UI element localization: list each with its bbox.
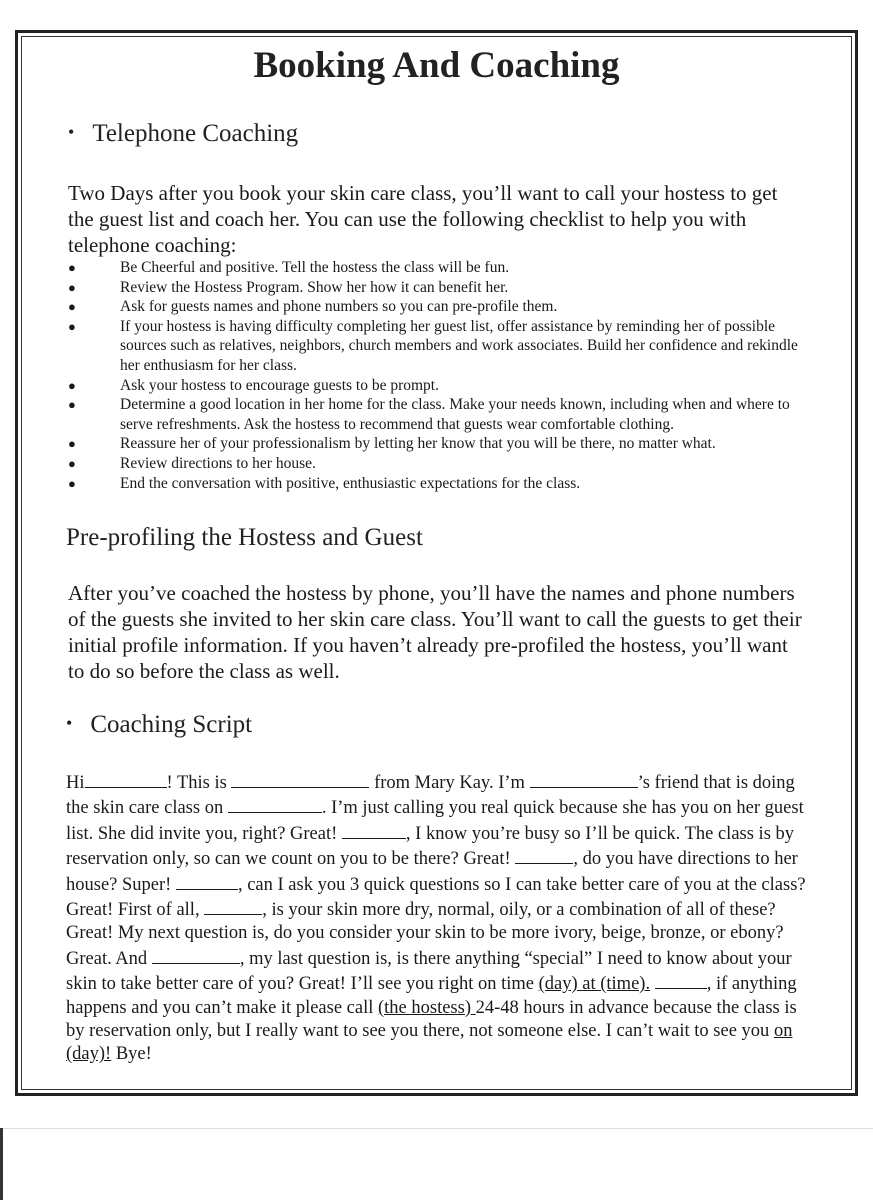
- blank-line: [515, 846, 573, 864]
- blank-line: [204, 897, 262, 915]
- bullet-icon: ●: [68, 397, 76, 413]
- blank-line: [530, 770, 638, 788]
- underlined-placeholder: (day) at (time).: [538, 974, 651, 995]
- bullet-icon: ●: [68, 299, 76, 315]
- coaching-script: Hi ! This is from Mary Kay. I’m ’s friend that is doing the skin care class on . I’m just calling you real quick because she has you on her guest list. She did invite you, right? Great! , I know you’re busy so I’ll be quick. The class is by reservation only, so can we count on you to be there? Great! , do you have directions to her house? Super! , can I ask you 3 quick questions so I can take better care of you at the class? Great! First of all, , is your skin more dry, normal, oily, or a combination of all of these? Great! My next question is, do you consider your skin to be more ivory, beige, bronze, or ebony? Great. And , my last question is, is there anything “special” I need to know about your skin to take better care of you? Great! I’ll see you right on time (day) at (time). , if anything happens and you can’t make it please call (the hostess) 24-48 hours in advance because the class is by reservation only, but I really want to see you there, not someone else. I can’t wait to see you on (day)! Bye!: [66, 770, 806, 1067]
- page-title: Booking And Coaching: [253, 45, 620, 86]
- bullet-icon: •: [68, 122, 75, 142]
- section-heading-script: [66, 711, 252, 739]
- list-item: ● Reassure her of your professionalism by letting her know that you will be there, no matter what.: [68, 435, 716, 453]
- blank-line: [342, 821, 406, 839]
- blank-line: [655, 971, 707, 989]
- list-item: ● Determine a good location in her home for the class. Make your needs known, including when and where to serve refreshments. Ask the hostess to recommend that guests wear comfortable clothing.: [68, 396, 790, 433]
- bullet-icon: ●: [68, 455, 76, 471]
- preprofiling-text: After you’ve coached the hostess by phone, you’ll have the names and phone numbers of the guests she invited to her skin care class. You’ll want to call the guests to get their initial profile information. If you haven’t already pre-profiled the hostess, you’ll want to do so before the class as well.: [68, 581, 802, 683]
- blank-line: [152, 946, 240, 964]
- telephone-intro: Two Days after you book your skin care class, you’ll want to call your hostess to get the guest list and coach her. You can use the following checklist to help you with telephone coaching:: [68, 181, 778, 257]
- bullet-icon: ●: [68, 260, 76, 275]
- section-heading-label: Coaching Script: [90, 711, 253, 738]
- bullet-icon: ●: [68, 475, 76, 491]
- bullet-icon: •: [66, 713, 73, 733]
- underlined-placeholder: (the hostess): [378, 997, 476, 1018]
- underlined-placeholder: on (day)!: [66, 1021, 793, 1065]
- list-item: ● Ask for guests names and phone numbers so you can pre-profile them.: [68, 298, 558, 316]
- blank-line: [228, 795, 322, 813]
- bullet-icon: ●: [68, 436, 76, 452]
- section-heading-preprofiling: [66, 524, 423, 552]
- section-heading-telephone: [68, 120, 298, 148]
- list-item: ● Be Cheerful and positive. Tell the hostess the class will be fun.: [68, 259, 510, 276]
- bullet-icon: ●: [68, 318, 76, 334]
- blank-line: [176, 872, 238, 890]
- blank-line: [85, 770, 167, 788]
- list-item: ● If your hostess is having difficulty completing her guest list, offer assistance by reminding her of possible sources such as relatives, neighbors, church members and work associates. Build her confidence and rekindle her enthusiasm for her class.: [68, 317, 798, 374]
- list-item: ● Review the Hostess Program. Show her how it can benefit her.: [68, 278, 509, 296]
- section-heading-label: Telephone Coaching: [92, 120, 299, 147]
- section-heading-label: Pre-profiling the Hostess and Guest: [66, 524, 423, 551]
- list-item: ● Review directions to her house.: [68, 454, 316, 472]
- bullet-icon: ●: [68, 377, 76, 393]
- list-item: ● Ask your hostess to encourage guests to be prompt.: [68, 376, 439, 394]
- blank-line: [231, 770, 369, 788]
- telephone-checklist: [68, 258, 808, 493]
- bullet-icon: ●: [68, 279, 76, 295]
- list-item: ● End the conversation with positive, enthusiastic expectations for the class.: [68, 474, 581, 492]
- scan-edge-mark: [0, 1128, 3, 1200]
- page-edge-line: [0, 1128, 873, 1129]
